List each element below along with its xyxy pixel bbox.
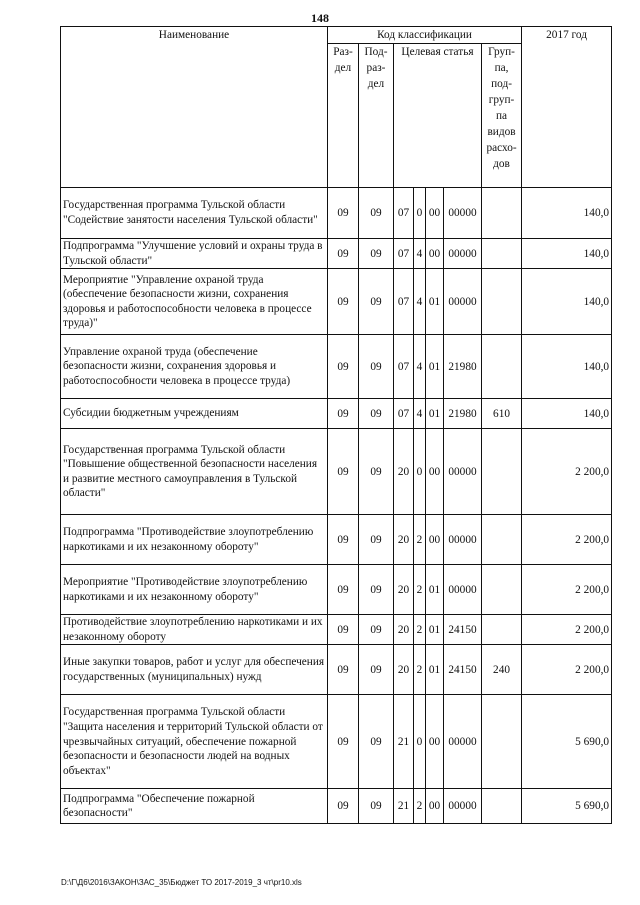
row-target-program: 21 [394,789,414,824]
row-target-program: 20 [394,515,414,565]
row-target-subprogram: 0 [414,188,426,239]
row-target-event: 01 [426,269,444,335]
row-subsection-code: 09 [359,239,394,269]
row-section-code: 09 [328,399,359,429]
row-target-subprogram: 2 [414,515,426,565]
row-target-direction: 00000 [444,239,482,269]
row-name: Подпрограмма "Улучшение условий и охраны труда в Тульской области" [61,239,328,269]
row-section-code: 09 [328,269,359,335]
row-subsection-code: 09 [359,515,394,565]
expense-type-column-header: Груп- па, под- груп- па видов расхо- дов [482,44,522,188]
table-row [61,615,612,645]
table-body [61,188,612,824]
row-amount-2017: 140,0 [522,239,612,269]
row-section-code: 09 [328,188,359,239]
row-subsection-code: 09 [359,789,394,824]
row-name: Субсидии бюджетным учреждениям [61,399,328,429]
file-path-footer: D:\Г\Д6\2016\ЗАКОН\ЗАС_35\Бюджет ТО 2017-2019_3 чт\pr10.xls [61,878,302,887]
row-name: Иные закупки товаров, работ и услуг для обеспечения государственных (муниципальных) нужд [61,645,328,695]
section-column-header: Раз- дел [328,44,359,188]
table-row [61,239,612,269]
row-target-subprogram: 2 [414,565,426,615]
table-row [61,269,612,335]
row-expense-type: 610 [482,399,522,429]
table-row [61,695,612,789]
row-target-direction: 00000 [444,269,482,335]
row-amount-2017: 140,0 [522,335,612,399]
row-target-direction: 00000 [444,695,482,789]
row-target-direction: 21980 [444,335,482,399]
subsection-column-header: Под- раз- дел [359,44,394,188]
row-target-program: 20 [394,615,414,645]
row-target-program: 07 [394,335,414,399]
row-target-event: 01 [426,335,444,399]
target-article-column-header: Целевая статья [394,44,482,188]
row-target-direction: 00000 [444,429,482,515]
row-section-code: 09 [328,335,359,399]
row-target-direction: 24150 [444,645,482,695]
table-row [61,335,612,399]
row-target-event: 00 [426,515,444,565]
row-target-program: 07 [394,239,414,269]
row-name: Государственная программа Тульской области "Защита населения и территорий Тульской области от чрезвычайных ситуаций, обеспечение пожарной безопасности и безопасности людей на водных объектах" [61,695,328,789]
row-amount-2017: 140,0 [522,188,612,239]
row-target-program: 20 [394,645,414,695]
row-section-code: 09 [328,515,359,565]
row-target-event: 00 [426,695,444,789]
row-target-event: 01 [426,645,444,695]
page-number: 148 [311,11,329,25]
row-target-event: 01 [426,565,444,615]
row-target-program: 20 [394,429,414,515]
row-section-code: 09 [328,695,359,789]
row-section-code: 09 [328,645,359,695]
row-target-direction: 00000 [444,188,482,239]
row-amount-2017: 2 200,0 [522,515,612,565]
row-target-subprogram: 4 [414,269,426,335]
row-target-event: 01 [426,399,444,429]
year-column-header: 2017 год [522,27,612,188]
row-expense-type [482,515,522,565]
row-section-code: 09 [328,239,359,269]
budget-table [60,26,612,824]
row-subsection-code: 09 [359,399,394,429]
row-amount-2017: 5 690,0 [522,789,612,824]
row-subsection-code: 09 [359,429,394,515]
row-subsection-code: 09 [359,335,394,399]
row-target-event: 00 [426,239,444,269]
table-row [61,645,612,695]
row-amount-2017: 2 200,0 [522,645,612,695]
row-target-event: 01 [426,615,444,645]
row-target-subprogram: 4 [414,239,426,269]
row-name: Мероприятие "Противодействие злоупотреблению наркотиками и их незаконному обороту" [61,565,328,615]
row-amount-2017: 2 200,0 [522,429,612,515]
table-row [61,515,612,565]
table-row [61,399,612,429]
row-target-subprogram: 2 [414,789,426,824]
row-target-subprogram: 4 [414,335,426,399]
classification-code-header: Код классификации [328,27,522,44]
name-column-header: Наименование [61,27,328,188]
row-amount-2017: 140,0 [522,269,612,335]
table-row [61,429,612,515]
table-row [61,565,612,615]
row-expense-type [482,615,522,645]
row-subsection-code: 09 [359,615,394,645]
row-target-event: 00 [426,188,444,239]
row-name: Противодействие злоупотреблению наркотиками и их незаконному обороту [61,615,328,645]
row-expense-type [482,239,522,269]
row-target-program: 21 [394,695,414,789]
row-name: Государственная программа Тульской области "Повышение общественной безопасности населения и развитие местного самоуправления в Тульской области" [61,429,328,515]
row-section-code: 09 [328,429,359,515]
row-target-direction: 00000 [444,789,482,824]
row-expense-type [482,695,522,789]
row-target-subprogram: 2 [414,645,426,695]
row-amount-2017: 2 200,0 [522,615,612,645]
row-name: Подпрограмма "Противодействие злоупотреблению наркотиками и их незаконному обороту" [61,515,328,565]
row-subsection-code: 09 [359,188,394,239]
table-row [61,188,612,239]
row-target-subprogram: 0 [414,429,426,515]
row-target-direction: 21980 [444,399,482,429]
row-subsection-code: 09 [359,645,394,695]
row-section-code: 09 [328,565,359,615]
row-amount-2017: 2 200,0 [522,565,612,615]
table-row [61,789,612,824]
row-expense-type [482,269,522,335]
row-name: Государственная программа Тульской области "Содействие занятости населения Тульской области" [61,188,328,239]
row-expense-type [482,335,522,399]
row-section-code: 09 [328,789,359,824]
row-target-direction: 24150 [444,615,482,645]
row-target-subprogram: 2 [414,615,426,645]
row-target-program: 07 [394,188,414,239]
row-amount-2017: 140,0 [522,399,612,429]
row-expense-type: 240 [482,645,522,695]
row-target-direction: 00000 [444,565,482,615]
row-expense-type [482,429,522,515]
row-subsection-code: 09 [359,565,394,615]
row-section-code: 09 [328,615,359,645]
row-subsection-code: 09 [359,695,394,789]
row-expense-type [482,789,522,824]
row-target-program: 07 [394,399,414,429]
row-expense-type [482,188,522,239]
row-name: Управление охраной труда (обеспечение безопасности жизни, сохранения здоровья и работоспособности человека в процессе труда) [61,335,328,399]
row-target-program: 20 [394,565,414,615]
row-target-program: 07 [394,269,414,335]
row-target-event: 00 [426,429,444,515]
row-name: Подпрограмма "Обеспечение пожарной безопасности" [61,789,328,824]
row-target-direction: 00000 [444,515,482,565]
row-subsection-code: 09 [359,269,394,335]
row-target-subprogram: 4 [414,399,426,429]
row-target-subprogram: 0 [414,695,426,789]
row-amount-2017: 5 690,0 [522,695,612,789]
row-expense-type [482,565,522,615]
row-target-event: 00 [426,789,444,824]
row-name: Мероприятие "Управление охраной труда (обеспечение безопасности жизни, сохранения здоровья и работоспособности человека в процессе труда)" [61,269,328,335]
